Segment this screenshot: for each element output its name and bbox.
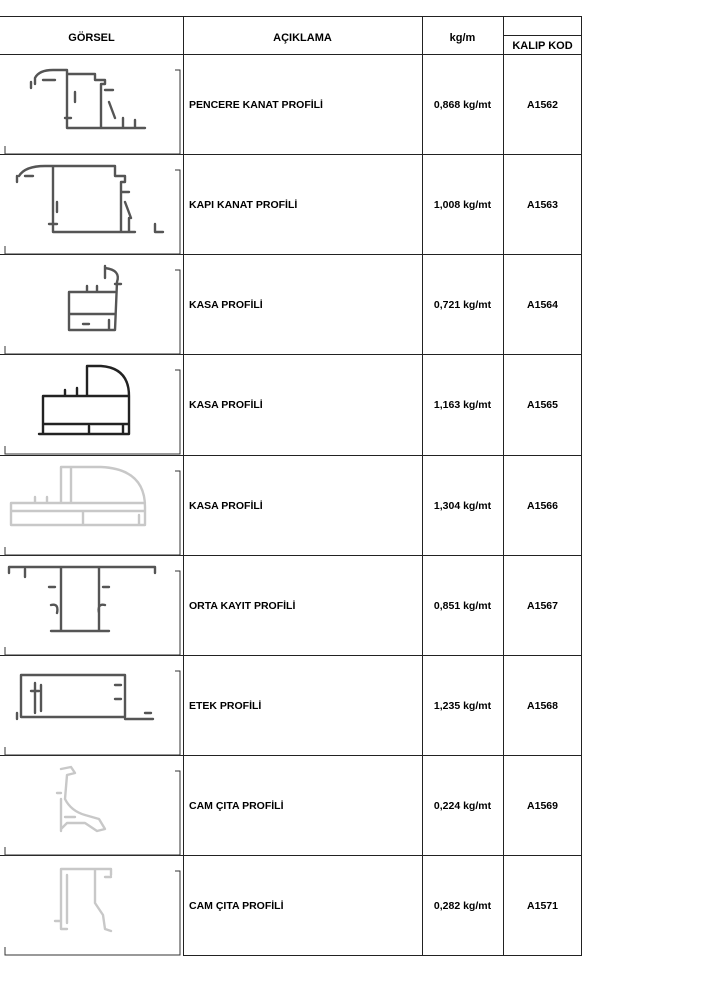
profile-image xyxy=(5,362,180,454)
table-row xyxy=(0,54,582,154)
profile-description: CAM ÇITA PROFİLİ xyxy=(189,800,284,812)
profile-weight: 0,868 kg/mt xyxy=(433,99,492,111)
table-row xyxy=(0,354,582,454)
header-kalip-kod: KALIP KOD xyxy=(512,40,573,52)
table-row xyxy=(0,655,582,755)
profile-description: ETEK PROFİLİ xyxy=(189,700,262,712)
profile-code: A1568 xyxy=(527,700,558,712)
glazing-bead-profile-icon xyxy=(5,763,180,855)
table-row xyxy=(0,555,582,655)
profile-description: KASA PROFİLİ xyxy=(189,299,263,311)
profile-code: A1571 xyxy=(527,900,558,912)
frame-profile-icon xyxy=(5,362,180,454)
profile-code: A1567 xyxy=(527,600,558,612)
profile-weight: 1,163 kg/mt xyxy=(433,399,492,411)
profile-code: A1565 xyxy=(527,399,558,411)
profile-code: A1563 xyxy=(527,199,558,211)
grid-line xyxy=(183,955,582,956)
profile-weight: 0,851 kg/mt xyxy=(433,600,492,612)
profile-weight: 1,008 kg/mt xyxy=(433,199,492,211)
table-row xyxy=(0,855,582,955)
profile-description: PENCERE KANAT PROFİLİ xyxy=(189,99,323,111)
window-sash-profile-icon xyxy=(5,62,180,154)
header-gorsel: GÖRSEL xyxy=(68,32,115,44)
profile-image xyxy=(5,463,180,555)
profile-image xyxy=(5,262,180,354)
profile-description: KASA PROFİLİ xyxy=(189,399,263,411)
profile-image xyxy=(5,663,180,755)
profile-code: A1569 xyxy=(527,800,558,812)
profile-image xyxy=(5,763,180,855)
mullion-profile-icon xyxy=(5,563,180,655)
profile-code: A1566 xyxy=(527,500,558,512)
profile-description: KASA PROFİLİ xyxy=(189,500,263,512)
header-aciklama: AÇIKLAMA xyxy=(273,32,332,44)
skirt-profile-icon xyxy=(5,663,180,755)
profile-image xyxy=(5,62,180,154)
frame-profile-icon xyxy=(5,463,180,555)
table-row xyxy=(0,455,582,555)
table-row xyxy=(0,254,582,354)
frame-profile-icon xyxy=(5,262,180,354)
profile-description: ORTA KAYIT PROFİLİ xyxy=(189,600,296,612)
table-row xyxy=(0,154,582,254)
profile-weight: 1,304 kg/mt xyxy=(433,500,492,512)
profile-code: A1562 xyxy=(527,99,558,111)
profile-code: A1564 xyxy=(527,299,558,311)
glazing-bead-profile-icon xyxy=(5,863,180,955)
profile-image xyxy=(5,162,180,254)
header-kgm: kg/m xyxy=(449,32,476,44)
door-sash-profile-icon xyxy=(5,162,180,254)
profile-weight: 0,721 kg/mt xyxy=(433,299,492,311)
profile-weight: 0,282 kg/mt xyxy=(433,900,492,912)
grid-line xyxy=(503,35,582,36)
profile-image xyxy=(5,563,180,655)
table-row xyxy=(0,755,582,855)
profile-image xyxy=(5,863,180,955)
profile-weight: 0,224 kg/mt xyxy=(433,800,492,812)
profile-description: CAM ÇITA PROFİLİ xyxy=(189,900,284,912)
profile-weight: 1,235 kg/mt xyxy=(433,700,492,712)
grid-line xyxy=(0,16,582,17)
profile-description: KAPI KANAT PROFİLİ xyxy=(189,199,298,211)
